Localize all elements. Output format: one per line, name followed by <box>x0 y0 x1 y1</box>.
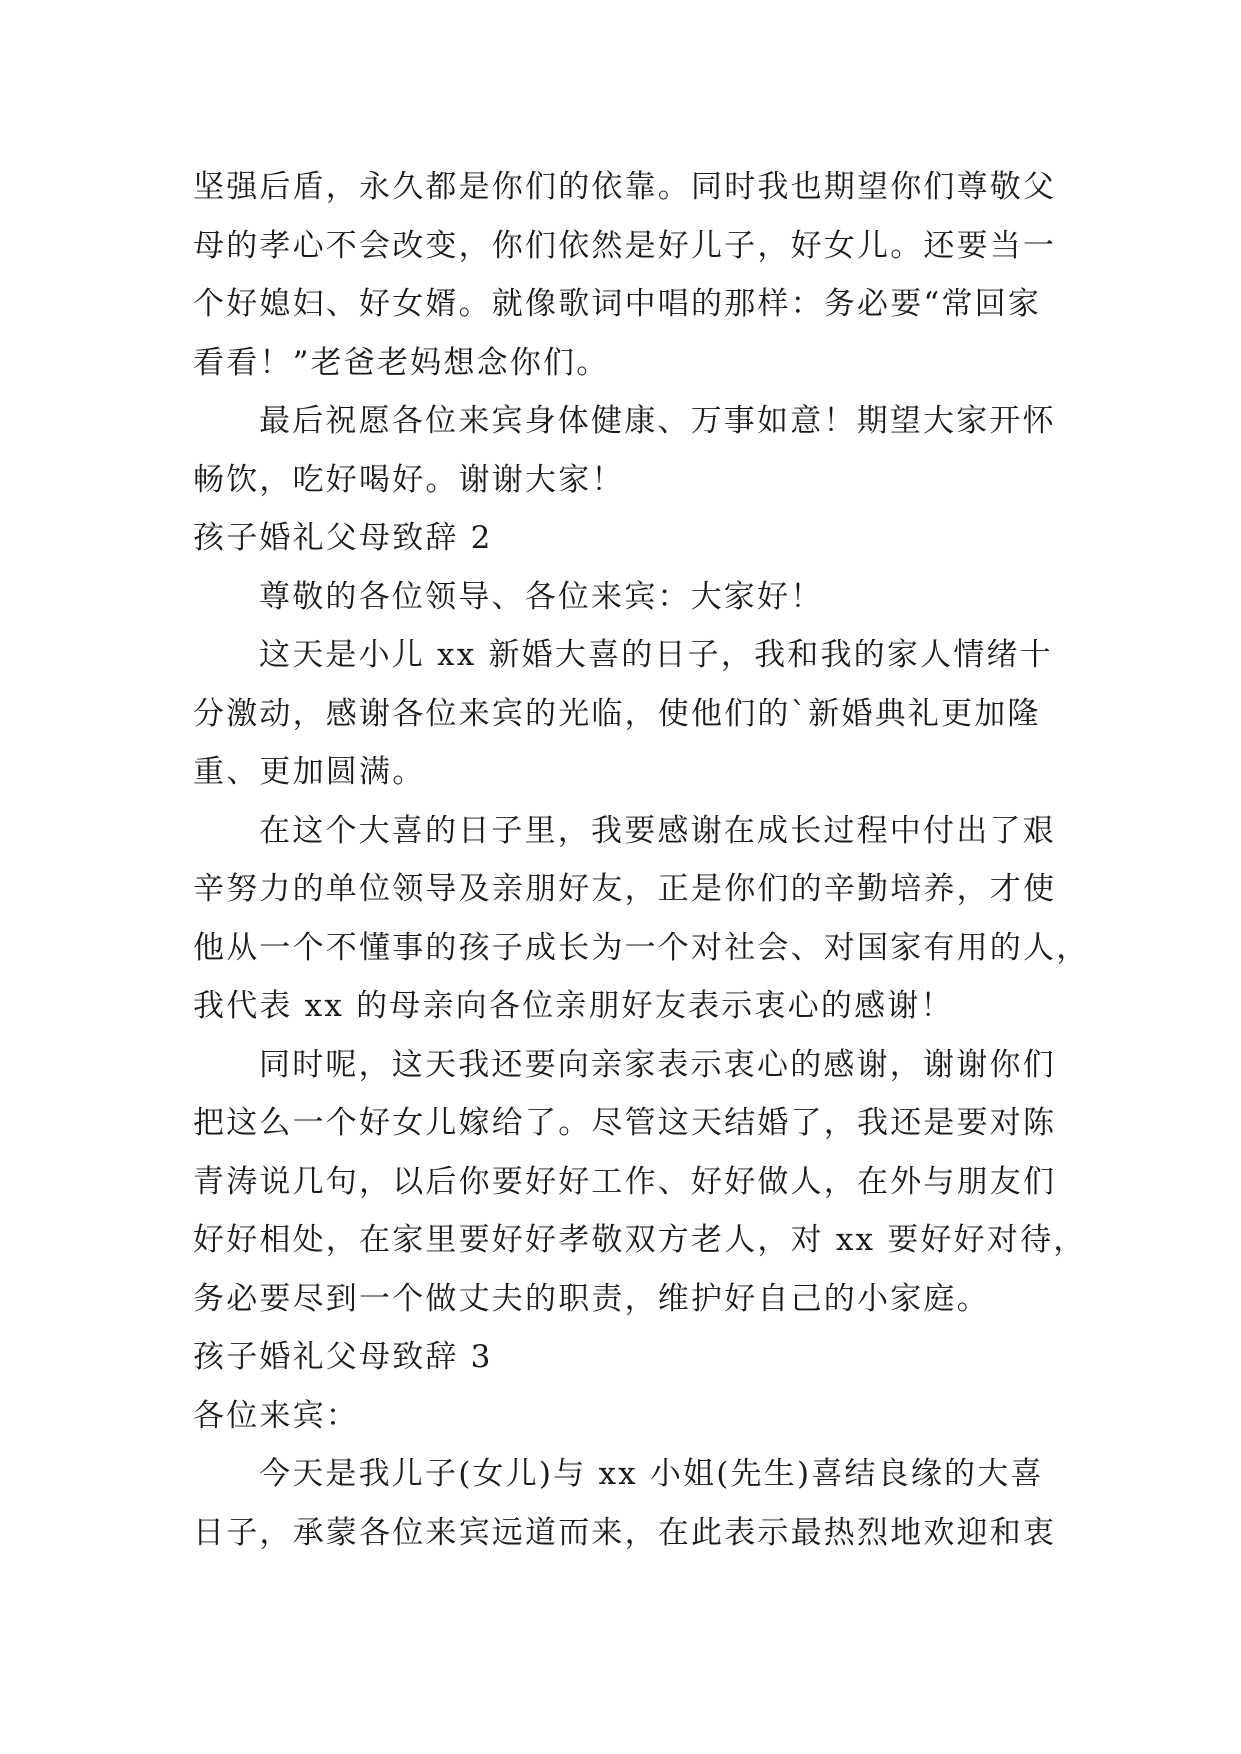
paragraph-line: 最后祝愿各位来宾身体健康、万事如意！期望大家开怀 <box>259 403 1056 439</box>
paragraph-line: 他从一个不懂事的孩子成长为一个对社会、对国家有用的人， <box>193 929 1090 966</box>
paragraph-line: 同时呢，这天我还要向亲家表示衷心的感谢，谢谢你们 <box>259 1046 1056 1083</box>
paragraph-line: 分激动，感谢各位来宾的光临，使他们的`新婚典礼更加隆 <box>193 695 1041 732</box>
paragraph-line: 好好相处，在家里要好好孝敬双方老人，对 xx 要好好对待， <box>193 1222 1087 1258</box>
paragraph-line: 我代表 xx 的母亲向各位亲朋好友表示衷心的感谢！ <box>193 988 954 1024</box>
paragraph-line: 重、更加圆满。 <box>193 754 426 790</box>
paragraph-line: 辛努力的单位领导及亲朋好友，正是你们的辛勤培养，才使 <box>193 871 1057 907</box>
paragraph-line: 个好媳妇、好女婿。就像歌词中唱的那样：务必要“常回家 <box>193 286 1042 322</box>
paragraph-line: 畅饮，吃好喝好。谢谢大家！ <box>193 461 625 498</box>
paragraph-line: 母的孝心不会改变，你们依然是好儿子，好女儿。还要当一 <box>193 227 1057 264</box>
section-heading: 孩子婚礼父母致辞 2 <box>193 520 493 556</box>
paragraph-line: 坚强后盾，永久都是你们的依靠。同时我也期望你们尊敬父 <box>193 169 1057 205</box>
section-heading: 孩子婚礼父母致辞 3 <box>193 1339 493 1375</box>
salutation-line: 各位来宾： <box>193 1397 359 1434</box>
paragraph-line: 日子，承蒙各位来宾远道而来，在此表示最热烈地欢迎和衷 <box>193 1514 1057 1551</box>
paragraph-line: 把这么一个好女儿嫁给了。尽管这天结婚了，我还是要对陈 <box>193 1105 1057 1141</box>
paragraph-line: 在这个大喜的日子里，我要感谢在成长过程中付出了艰 <box>259 812 1056 849</box>
paragraph-line: 这天是小儿 xx 新婚大喜的日子，我和我的家人情绪十 <box>259 637 1053 673</box>
salutation-line: 尊敬的各位领导、各位来宾：大家好！ <box>259 578 824 615</box>
paragraph-line: 务必要尽到一个做丈夫的职责，维护好自己的小家庭。 <box>193 1280 990 1317</box>
document-body <box>193 158 1090 1562</box>
paragraph-line: 今天是我儿子(女儿)与 xx 小姐(先生)喜结良缘的大喜 <box>259 1456 1044 1492</box>
paragraph-line: 看看！”老爸老妈想念你们。 <box>193 344 610 381</box>
paragraph-line: 青涛说几句，以后你要好好工作、好好做人，在外与朋友们 <box>193 1163 1057 1200</box>
